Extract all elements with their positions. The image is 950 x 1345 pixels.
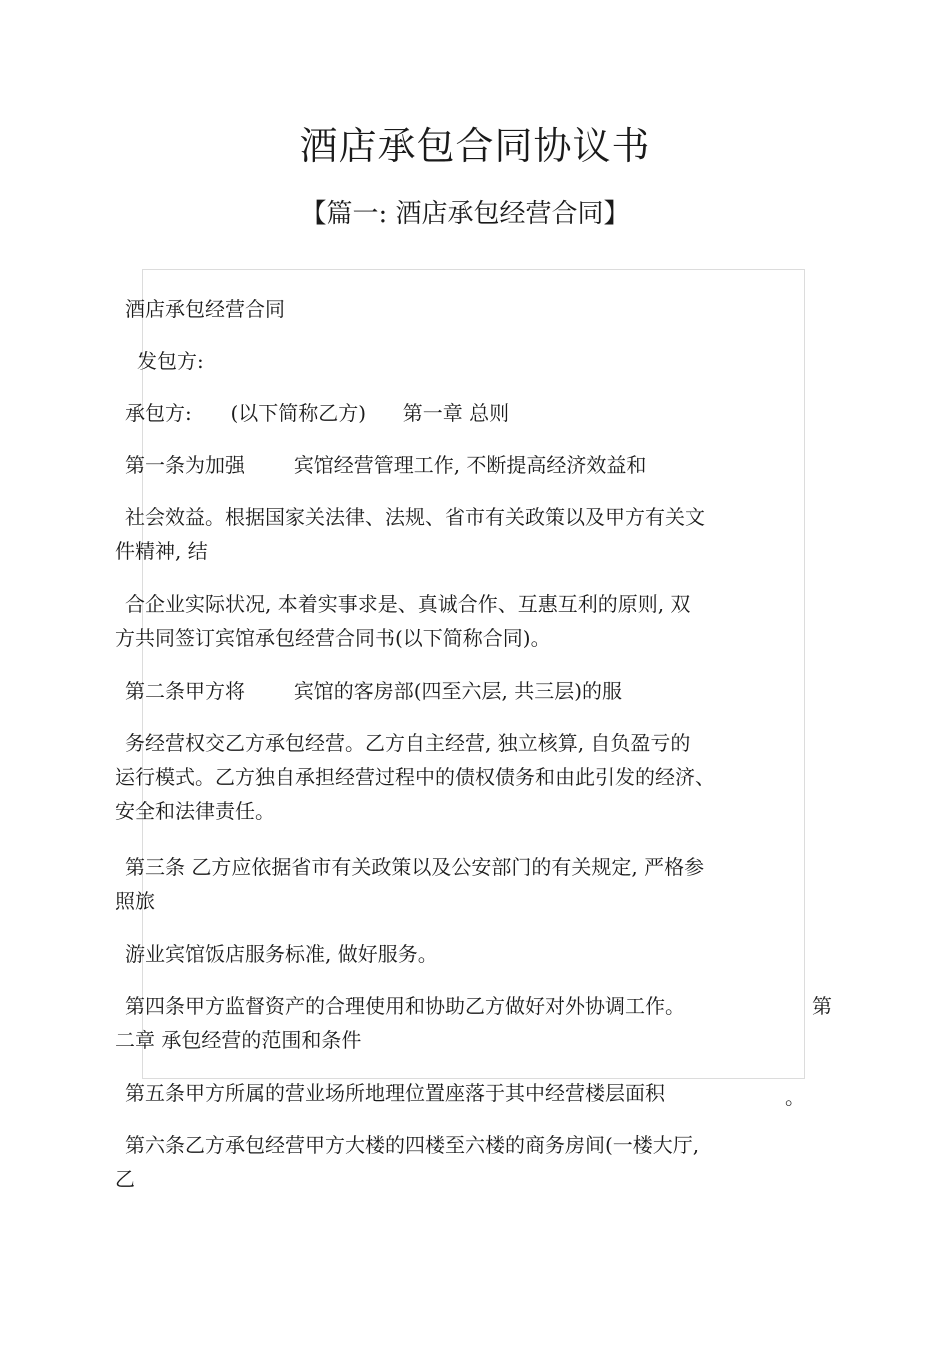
paragraph-article-1 — [115, 448, 835, 482]
text-line: 务经营权交乙方承包经营。乙方自主经营, 独立核算, 自负盈亏的 — [125, 731, 691, 755]
chapter-two-prefix: 第 — [812, 994, 832, 1018]
article-1-start: 第一条为加强 — [125, 453, 245, 477]
text-line: 安全和法律责任。 — [115, 799, 275, 823]
article-2-start: 第二条甲方将 — [125, 679, 245, 703]
text-line: 第六条乙方承包经营甲方大楼的四楼至六楼的商务房间(一楼大厅, — [125, 1133, 700, 1157]
document-subtitle: 【篇一: 酒店承包经营合同】 — [300, 199, 630, 229]
text-line: 运行模式。乙方独自承担经营过程中的债权债务和由此引发的经济、 — [115, 765, 715, 789]
party-b-label: 承包方: — [125, 401, 192, 425]
article-5-period: 。 — [785, 1085, 805, 1109]
paragraph-article-3 — [115, 850, 835, 918]
text-line: 游业宾馆饭店服务标准, 做好服务。 — [125, 942, 438, 966]
text-line: 合企业实际状况, 本着实事求是、真诚合作、互惠互利的原则, 双 — [125, 592, 691, 616]
text-line: 乙 — [115, 1167, 135, 1191]
text-line: 件精神, 结 — [115, 539, 208, 563]
paragraph-article-3-end — [115, 937, 835, 971]
paragraph-article-1-end — [115, 587, 835, 655]
document-title: 酒店承包合同协议书 — [299, 124, 651, 168]
chapter-two-heading: 二章 承包经营的范围和条件 — [115, 1028, 362, 1052]
article-4-text: 第四条甲方监督资产的合理使用和协助乙方做好对外协调工作。 — [125, 994, 685, 1018]
party-a-label: 发包方: — [137, 349, 204, 373]
article-2-cont: 宾馆的客房部(四至六层, 共三层)的服 — [293, 679, 623, 703]
paragraph-article-4 — [115, 989, 835, 1057]
article-5-text: 第五条甲方所属的营业场所地理位置座落于其中经营楼层面积 — [125, 1081, 665, 1105]
contract-heading: 酒店承包经营合同 — [125, 297, 285, 321]
paragraph-article-2-body — [115, 726, 835, 828]
paragraph-party-b — [115, 396, 835, 430]
chapter-one-heading: 第一章 总则 — [402, 401, 510, 425]
text-line: 照旅 — [115, 889, 155, 913]
paragraph-article-1-body — [115, 500, 835, 568]
article-1-cont: 宾馆经营管理工作, 不断提高经济效益和 — [293, 453, 647, 477]
text-line: 方共同签订宾馆承包经营合同书(以下简称合同)。 — [115, 626, 551, 650]
party-b-alias: (以下简称乙方) — [230, 401, 367, 425]
text-line: 第三条 乙方应依据省市有关政策以及公安部门的有关规定, 严格参 — [125, 855, 705, 879]
paragraph-party-a — [115, 344, 835, 378]
paragraph-article-5 — [115, 1076, 835, 1110]
text-line: 社会效益。根据国家关法律、法规、省市有关政策以及甲方有关文 — [125, 505, 705, 529]
paragraph-heading — [115, 292, 835, 326]
paragraph-article-2 — [115, 674, 835, 708]
paragraph-article-6 — [115, 1128, 835, 1196]
